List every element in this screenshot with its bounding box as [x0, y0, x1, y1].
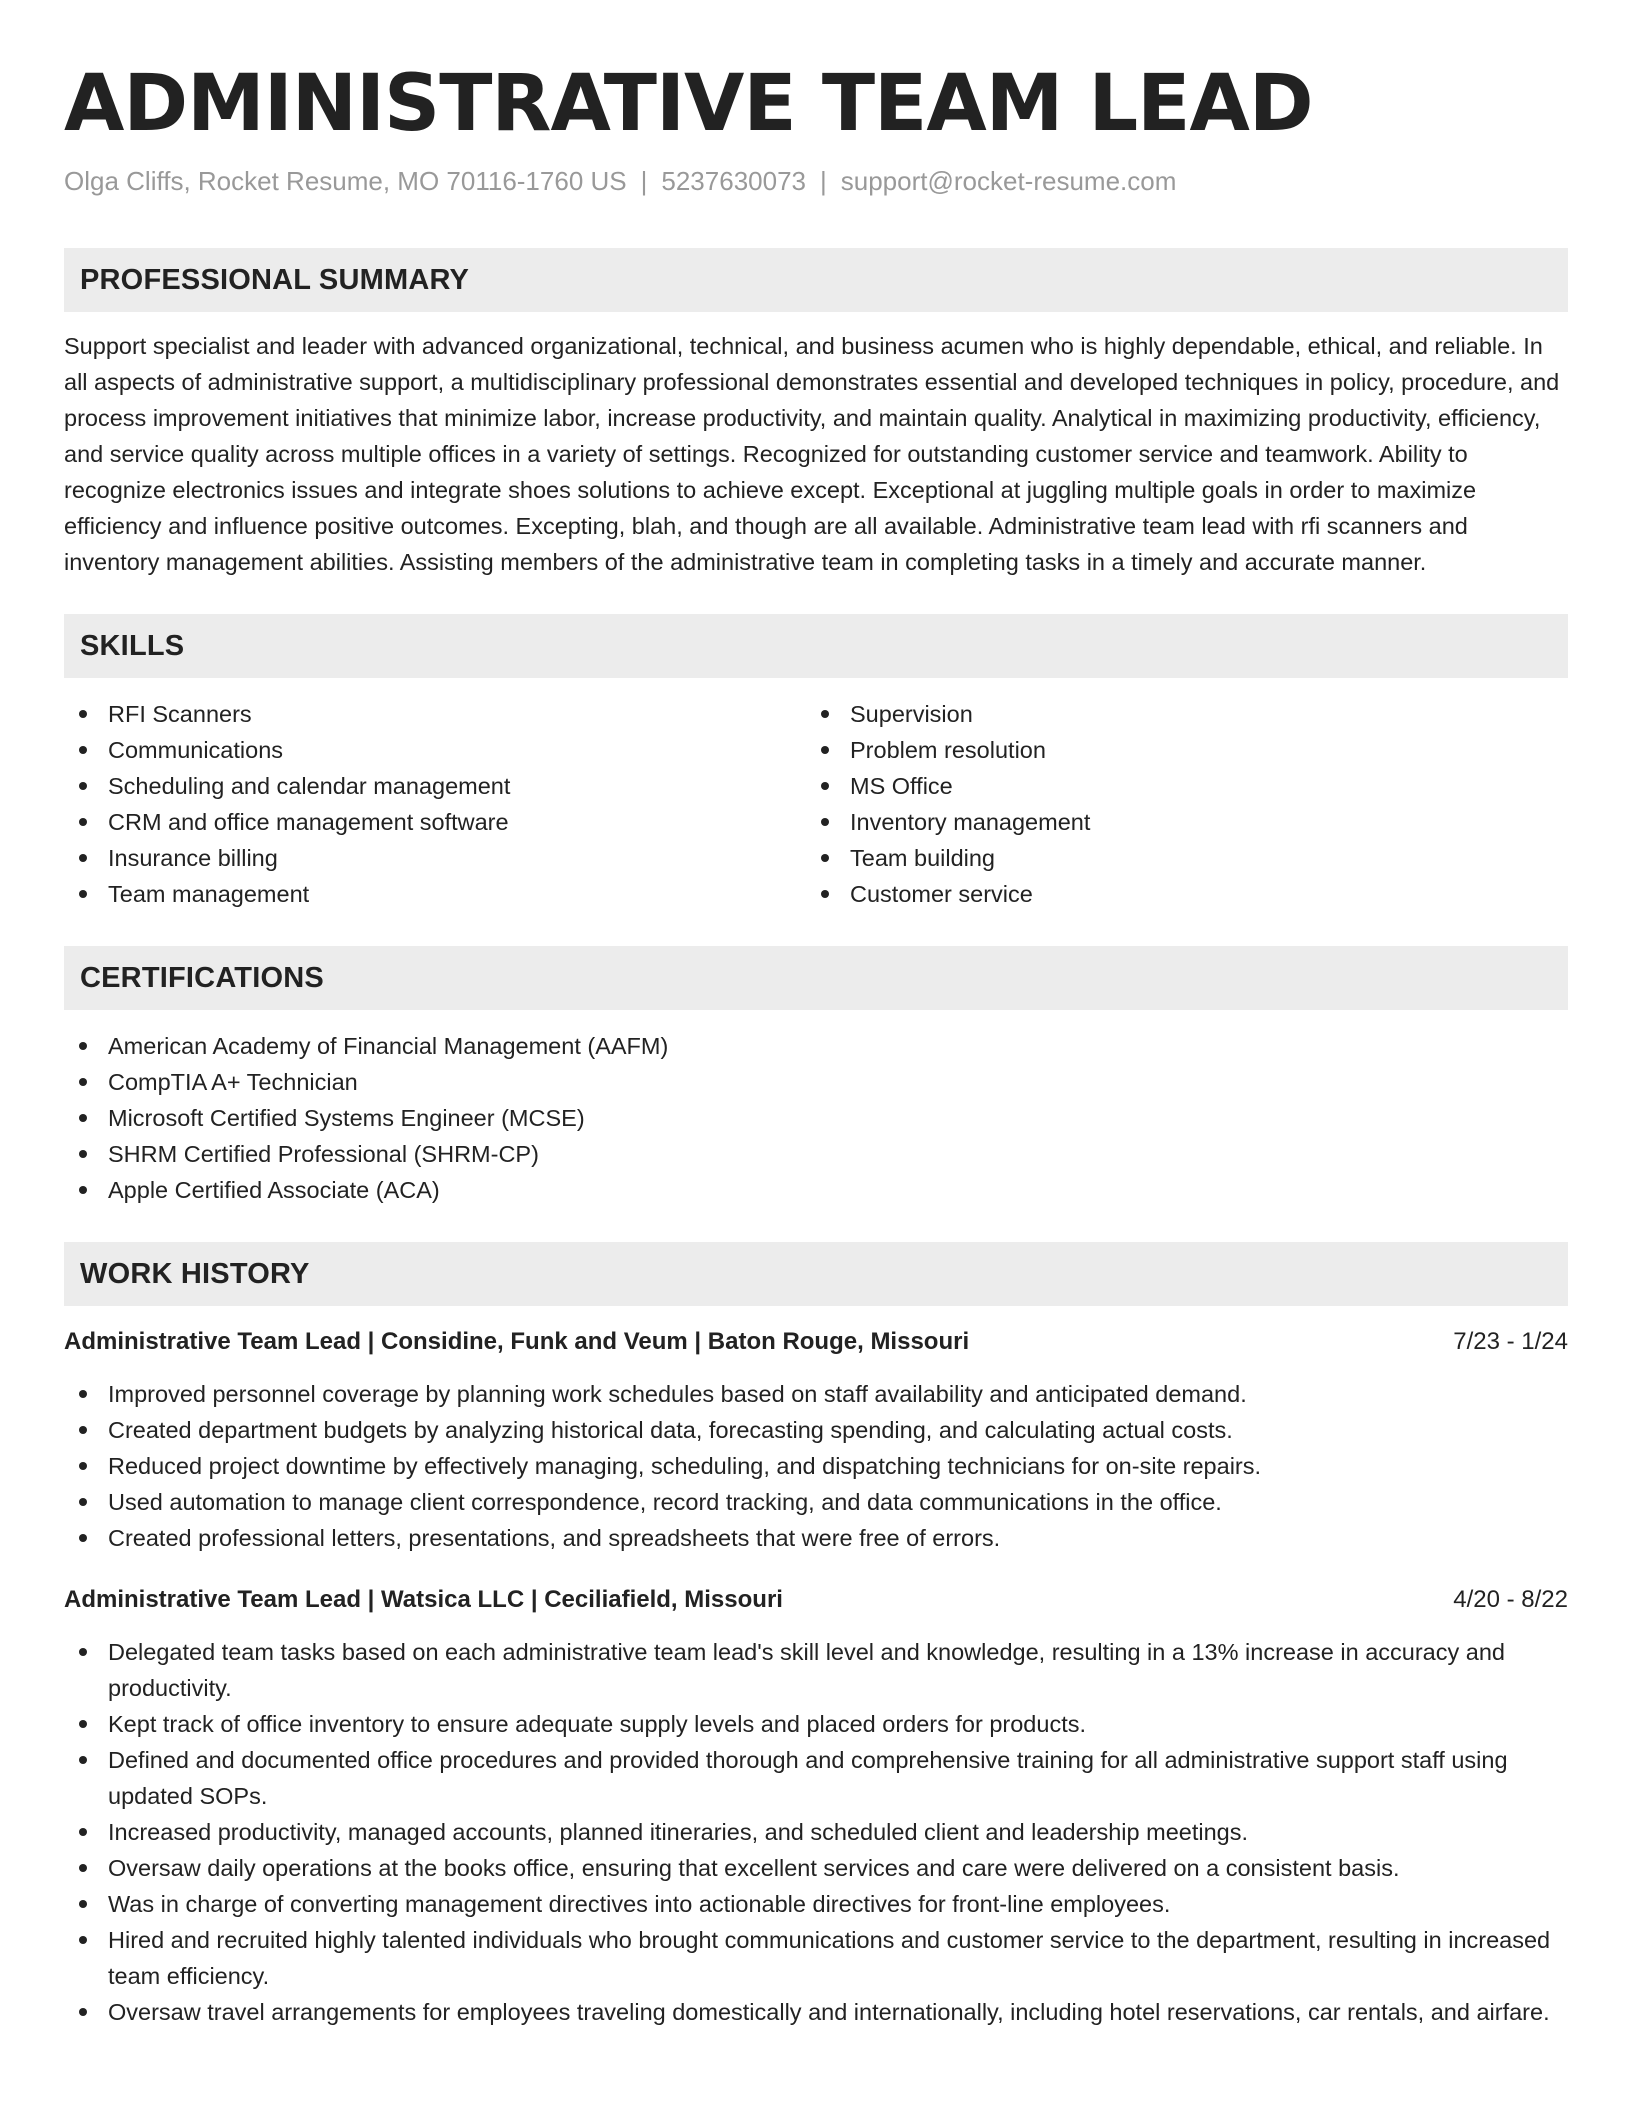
- skill-item: CRM and office management software: [64, 804, 806, 840]
- skills-list-left: [64, 696, 806, 912]
- job-entry: [64, 1582, 1568, 2030]
- contact-email: support@rocket-resume.com: [840, 166, 1177, 196]
- certifications-list: [64, 1028, 1568, 1208]
- skills-heading: SKILLS: [64, 614, 1568, 678]
- skill-item: Scheduling and calendar management: [64, 768, 806, 804]
- work-history-heading: WORK HISTORY: [64, 1242, 1568, 1306]
- skill-item: Team building: [806, 840, 1548, 876]
- job-bullet: Kept track of office inventory to ensure adequate supply levels and placed orders for products.: [64, 1706, 1568, 1742]
- skill-item: Inventory management: [806, 804, 1548, 840]
- job-bullet: Created department budgets by analyzing historical data, forecasting spending, and calculating actual costs.: [64, 1412, 1568, 1448]
- summary-section: [64, 248, 1568, 580]
- skill-item: Insurance billing: [64, 840, 806, 876]
- skill-item: Supervision: [806, 696, 1548, 732]
- skill-item: Problem resolution: [806, 732, 1548, 768]
- skills-grid: [64, 696, 1568, 912]
- skills-section: [64, 614, 1568, 912]
- contact-address: Olga Cliffs, Rocket Resume, MO 70116-1760 US: [64, 166, 627, 196]
- summary-text: Support specialist and leader with advanced organizational, technical, and business acumen who is highly dependable, ethical, and reliable. In all aspects of administrative support, a multidisciplinary professional demonstrates essential and developed techniques in policy, procedure, and process improvement initiatives that minimize labor, increase productivity, and maintain quality. Analytical in maximizing productivity, efficiency, and service quality across multiple offices in a variety of settings. Recognized for outstanding customer service and teamwork. Ability to recognize electronics issues and integrate shoes solutions to achieve except. Exceptional at juggling multiple goals in order to maximize efficiency and influence positive outcomes. Excepting, blah, and though are all available. Administrative team lead with rfi scanners and inventory management abilities. Assisting members of the administrative team in completing tasks in a timely and accurate manner.: [64, 333, 1560, 575]
- job-title: Administrative Team Lead | Considine, Funk and Veum | Baton Rouge, Missouri: [64, 1328, 970, 1355]
- job-dates: 4/20 - 8/22: [1453, 1586, 1568, 1613]
- skill-item: Communications: [64, 732, 806, 768]
- skill-item: MS Office: [806, 768, 1548, 804]
- certifications-heading: CERTIFICATIONS: [64, 946, 1568, 1010]
- job-bullet: Delegated team tasks based on each administrative team lead's skill level and knowledge, resulting in a 13% increase in accuracy and productivity.: [64, 1634, 1568, 1706]
- job-bullet: Was in charge of converting management directives into actionable directives for front-line employees.: [64, 1886, 1568, 1922]
- contact-separator: |: [820, 166, 827, 196]
- job-bullet: Used automation to manage client correspondence, record tracking, and data communications in the office.: [64, 1484, 1568, 1520]
- job-bullet: Increased productivity, managed accounts, planned itineraries, and scheduled client and leadership meetings.: [64, 1814, 1568, 1850]
- job-entry: [64, 1324, 1568, 1556]
- job-bullets: [64, 1376, 1568, 1556]
- job-bullet: Created professional letters, presentations, and spreadsheets that were free of errors.: [64, 1520, 1568, 1556]
- resume-name-title: ADMINISTRATIVE TEAM LEAD: [64, 59, 1313, 149]
- work-history-section: [64, 1242, 1568, 2030]
- contact-separator: |: [640, 166, 648, 196]
- skill-item: Team management: [64, 876, 806, 912]
- job-bullet: Oversaw travel arrangements for employees traveling domestically and internationally, including hotel reservations, car rentals, and airfare.: [64, 1994, 1568, 2030]
- job-bullet: Improved personnel coverage by planning work schedules based on staff availability and anticipated demand.: [64, 1376, 1568, 1412]
- certification-item: Apple Certified Associate (ACA): [64, 1172, 1568, 1208]
- certification-item: Microsoft Certified Systems Engineer (MCSE): [64, 1100, 1568, 1136]
- certification-item: American Academy of Financial Management (AAFM): [64, 1028, 1568, 1064]
- contact-phone: 5237630073: [661, 166, 806, 196]
- contact-line: [64, 164, 1568, 198]
- job-header: [64, 1324, 1568, 1360]
- certifications-section: [64, 946, 1568, 1208]
- job-bullet: Defined and documented office procedures and provided thorough and comprehensive training for all administrative support staff using updated SOPs.: [64, 1742, 1568, 1814]
- summary-heading: PROFESSIONAL SUMMARY: [64, 248, 1568, 312]
- certification-item: SHRM Certified Professional (SHRM-CP): [64, 1136, 1568, 1172]
- job-bullet: Hired and recruited highly talented individuals who brought communications and customer service to the department, resulting in increased team efficiency.: [64, 1922, 1568, 1994]
- skill-item: Customer service: [806, 876, 1548, 912]
- skill-item: RFI Scanners: [64, 696, 806, 732]
- job-header: [64, 1582, 1568, 1618]
- skills-list-right: [806, 696, 1548, 912]
- job-title: Administrative Team Lead | Watsica LLC | Ceciliafield, Missouri: [64, 1586, 783, 1613]
- job-bullets: [64, 1634, 1568, 2030]
- certification-item: CompTIA A+ Technician: [64, 1064, 1568, 1100]
- job-bullet: Oversaw daily operations at the books office, ensuring that excellent services and care were delivered on a consistent basis.: [64, 1850, 1568, 1886]
- job-dates: 7/23 - 1/24: [1453, 1328, 1568, 1355]
- job-bullet: Reduced project downtime by effectively managing, scheduling, and dispatching technicians for on-site repairs.: [64, 1448, 1568, 1484]
